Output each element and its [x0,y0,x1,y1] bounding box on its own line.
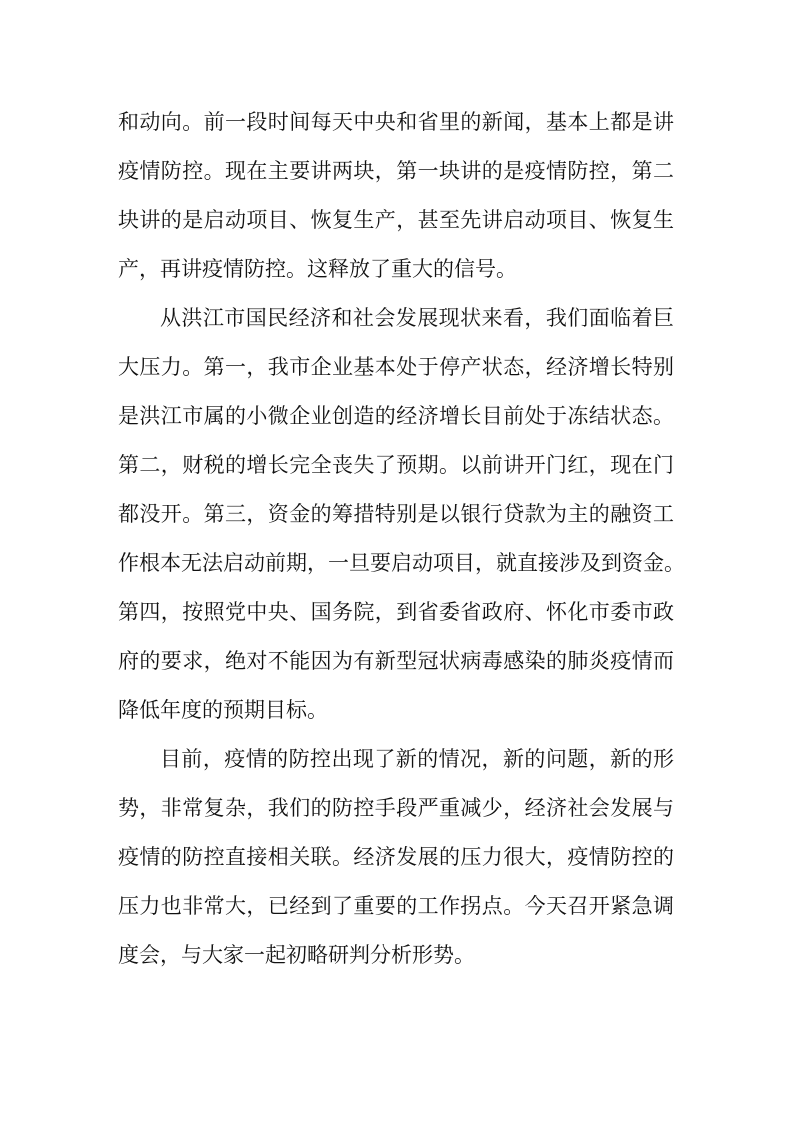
text-line: 第二，财税的增长完全丧失了预期。以前讲开门红，现在门 [118,453,674,477]
text-line: 降低年度的预期目标。 [118,698,328,722]
text-line: 第四，按照党中央、国务院，到省委省政府、怀化市委市政 [118,600,674,624]
text-line: 势，非常复杂，我们的防控手段严重减少，经济社会发展与 [118,796,674,820]
text-line: 疫情防控。现在主要讲两块，第一块讲的是疫情防控，第二 [118,159,674,183]
text-line: 是洪江市属的小微企业创造的经济增长目前处于冻结状态。 [118,404,674,428]
text-line: 和动向。前一段时间每天中央和省里的新闻，基本上都是讲 [118,110,674,134]
text-line: 疫情的防控直接相关联。经济发展的压力很大，疫情防控的 [118,845,674,869]
text-line: 压力也非常大，已经到了重要的工作拐点。今天召开紧急调 [118,894,674,918]
text-line: 产，再讲疫情防控。这释放了重大的信号。 [118,257,517,281]
text-line: 府的要求，绝对不能因为有新型冠状病毒感染的肺炎疫情而 [118,649,674,673]
text-line: 都没开。第三，资金的筹措特别是以银行贷款为主的融资工 [118,502,674,526]
text-line: 块讲的是启动项目、恢复生产，甚至先讲启动项目、恢复生 [118,208,674,232]
text-line: 度会，与大家一起初略研判分析形势。 [118,943,475,967]
paragraph-first-line: 从洪江市国民经济和社会发展现状来看，我们面临着巨 [160,306,674,330]
paragraph-first-line: 目前，疫情的防控出现了新的情况，新的问题，新的形 [160,747,674,771]
text-line: 大压力。第一，我市企业基本处于停产状态，经济增长特别 [118,355,674,379]
text-line: 作根本无法启动前期，一旦要启动项目，就直接涉及到资金。 [118,551,685,575]
